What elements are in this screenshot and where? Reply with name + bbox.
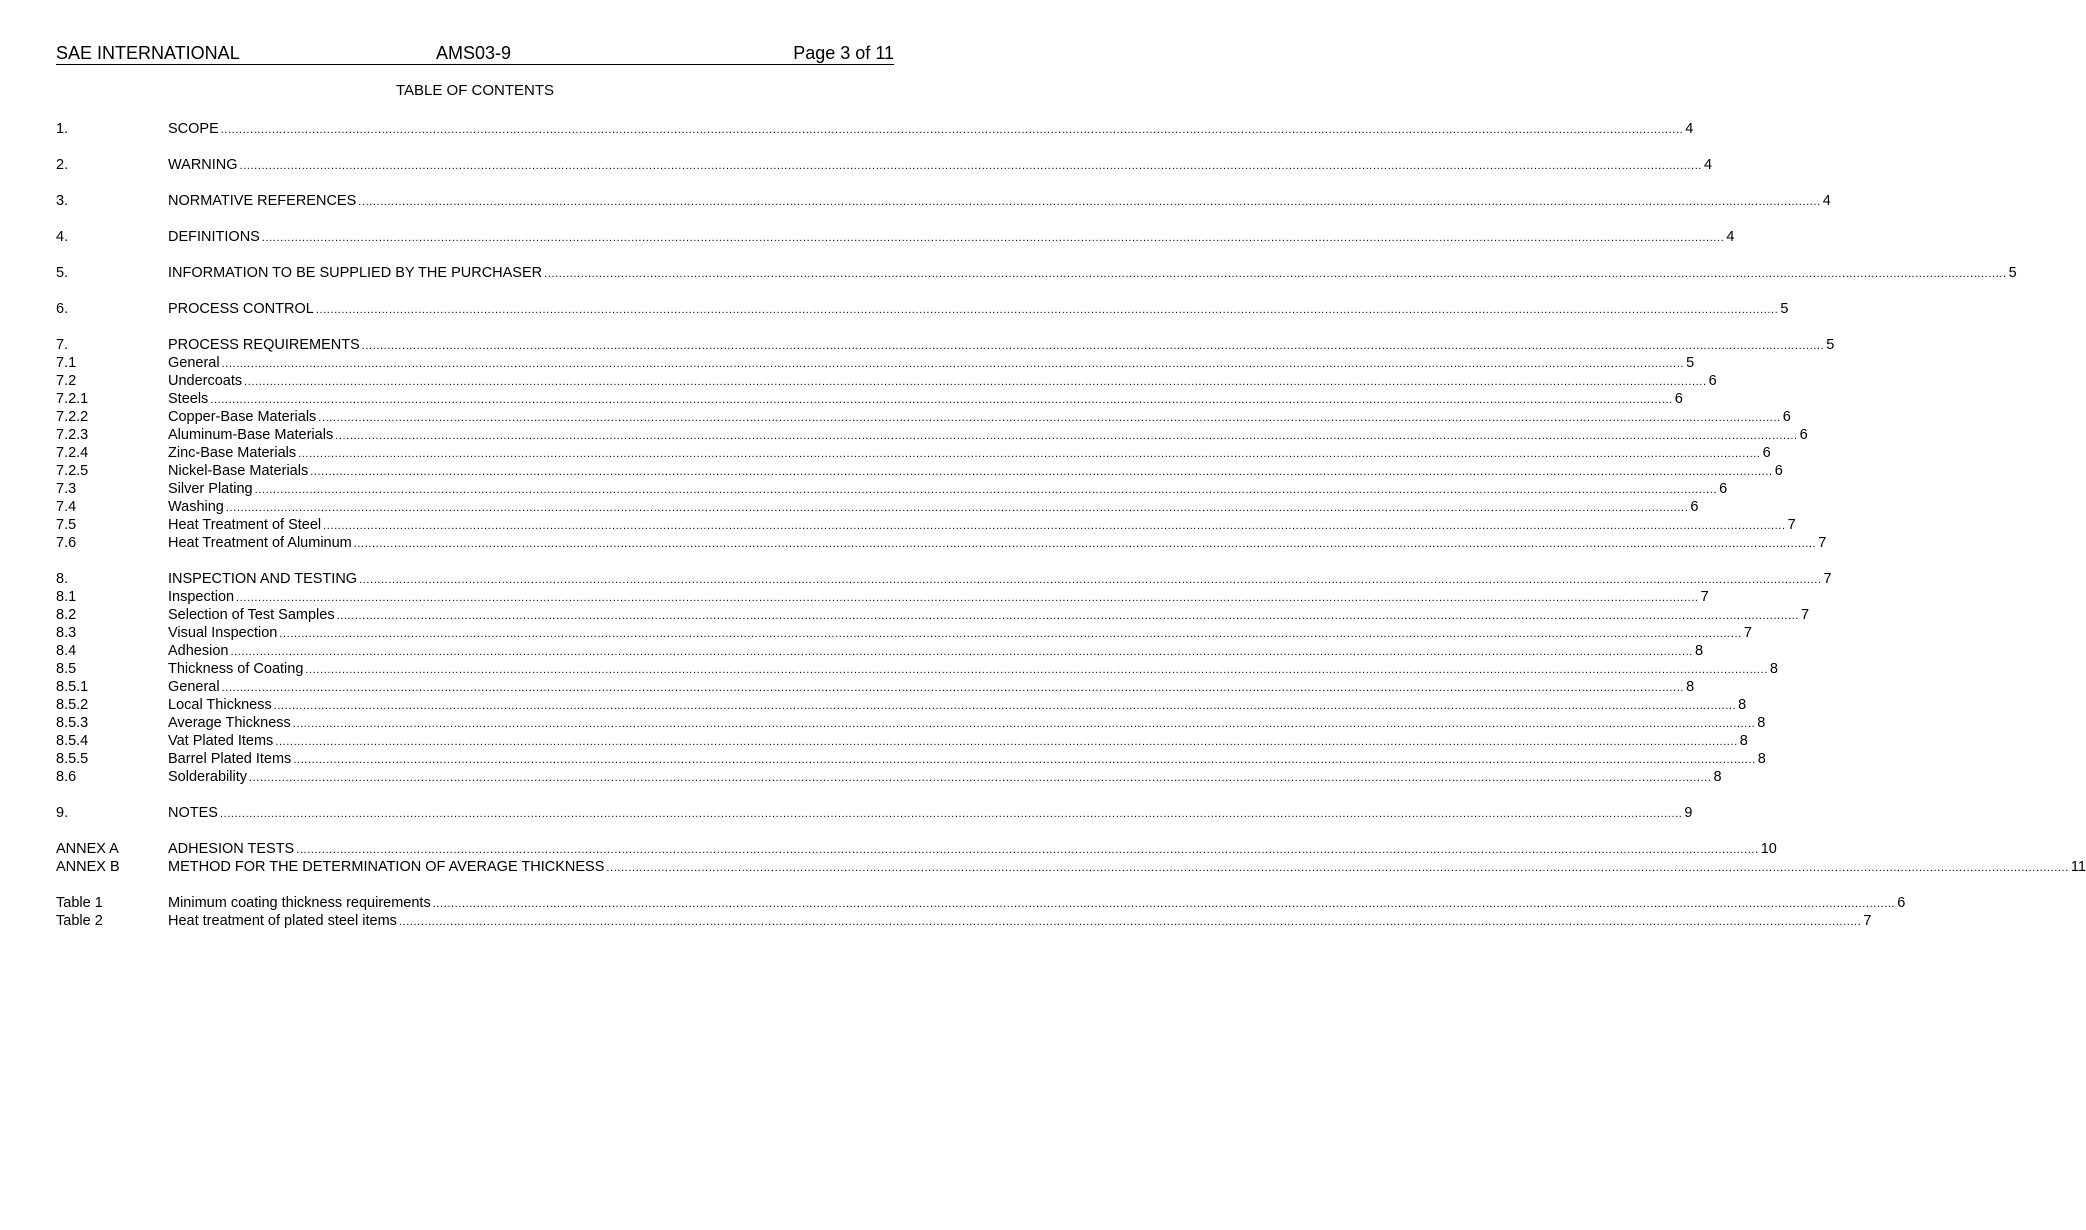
toc-entry-line (168, 228, 1735, 247)
header-org: SAE INTERNATIONAL (56, 43, 240, 63)
toc-entry[interactable] (56, 804, 1693, 822)
toc-entry[interactable] (56, 768, 1722, 786)
toc-entry[interactable] (56, 624, 1752, 642)
toc-entry-page-number: 10 (1760, 841, 1777, 857)
dot-leader: ................................................................................................................................................................................................................................................................................................................................................................................................................ (261, 232, 1725, 244)
toc-entry-line (168, 264, 2017, 283)
toc-entry-page-number: 6 (1690, 499, 1699, 515)
toc-entry-page-number: 5 (1686, 355, 1695, 371)
dot-leader: ................................................................................................................................................................................................................................................................................................................................................................................................................ (239, 160, 1703, 172)
dot-leader: ................................................................................................................................................................................................................................................................................................................................................................................................................ (236, 592, 1699, 604)
toc-entry[interactable] (56, 264, 2017, 282)
toc-entry-number: Table 2 (56, 913, 103, 929)
toc-entry-number: 8.5.4 (56, 733, 89, 749)
toc-entry-title[interactable]: Average Thickness (168, 715, 291, 731)
toc-entry[interactable] (56, 498, 1699, 516)
toc-entry-line (168, 642, 1704, 661)
toc-entry-page-number: 8 (1769, 661, 1778, 677)
toc-entry-title[interactable]: Heat treatment of plated steel items (168, 913, 397, 929)
toc-entry-page-number: 7 (1801, 607, 1810, 623)
toc-entry-page-number: 6 (1762, 445, 1771, 461)
toc-entry-line (168, 894, 1906, 913)
dot-leader: ................................................................................................................................................................................................................................................................................................................................................................................................................ (210, 394, 1673, 406)
toc-entry-number: 7.2.5 (56, 463, 89, 479)
toc-entry-number: 1. (56, 121, 69, 137)
toc-entry-title[interactable]: Visual Inspection (168, 625, 278, 641)
dot-leader: ................................................................................................................................................................................................................................................................................................................................................................................................................ (221, 358, 1685, 370)
toc-entry-number: ANNEX A (56, 841, 119, 857)
toc-entry[interactable] (56, 678, 1695, 696)
toc-entry-title[interactable]: Undercoats (168, 373, 243, 389)
toc-entry[interactable] (56, 642, 1704, 660)
dot-leader: ................................................................................................................................................................................................................................................................................................................................................................................................................ (249, 772, 1712, 784)
toc-entry[interactable] (56, 570, 1832, 588)
toc-entry[interactable] (56, 660, 1778, 678)
toc-group-spacer (56, 210, 894, 228)
toc-entry-page-number: 4 (1704, 157, 1713, 173)
toc-entry-number: 7.6 (56, 535, 77, 551)
toc-entry-title[interactable]: DEFINITIONS (168, 229, 260, 245)
toc-entry-number: Table 1 (56, 895, 103, 911)
toc-entry-page-number: 6 (1799, 427, 1808, 443)
toc-entry[interactable] (56, 912, 1872, 930)
toc-entry-number: 5. (56, 265, 69, 281)
toc-entry[interactable] (56, 894, 1906, 912)
toc-entry-title[interactable]: Thickness of Coating (168, 661, 304, 677)
toc-entry-title[interactable]: Local Thickness (168, 697, 272, 713)
toc-entry-page-number: 6 (1719, 481, 1728, 497)
dot-leader: ................................................................................................................................................................................................................................................................................................................................................................................................................ (244, 376, 1707, 388)
toc-entry[interactable] (56, 156, 1713, 174)
toc-entry[interactable] (56, 714, 1766, 732)
toc-entry-page-number: 6 (1674, 391, 1683, 407)
toc-entry-title[interactable]: Selection of Test Samples (168, 607, 335, 623)
toc-entry-number: 7. (56, 337, 69, 353)
toc-entry-number: 8.4 (56, 643, 77, 659)
toc-entry-title[interactable]: Minimum coating thickness requirements (168, 895, 431, 911)
toc-entry-page-number: 7 (1863, 913, 1872, 929)
header-page-info: Page 3 of 11 (793, 43, 894, 63)
toc-entry-title[interactable]: Heat Treatment of Aluminum (168, 535, 352, 551)
toc-entry-line (168, 336, 1835, 355)
toc-entry-line (168, 912, 1872, 931)
dot-leader: ................................................................................................................................................................................................................................................................................................................................................................................................................ (279, 628, 1742, 640)
toc-entry-line (168, 588, 1709, 607)
toc-entry-number: 3. (56, 193, 69, 209)
dot-leader: ................................................................................................................................................................................................................................................................................................................................................................................................................ (323, 520, 1786, 532)
toc-entry-line (168, 480, 1728, 499)
toc-entry-number: 7.4 (56, 499, 77, 515)
table-of-contents (56, 120, 2086, 930)
toc-entry-page-number: 5 (1826, 337, 1835, 353)
toc-entry-title[interactable]: Zinc-Base Materials (168, 445, 297, 461)
dot-leader: ................................................................................................................................................................................................................................................................................................................................................................................................................ (221, 682, 1685, 694)
toc-entry-page-number: 4 (1685, 121, 1694, 137)
dot-leader: ................................................................................................................................................................................................................................................................................................................................................................................................................ (544, 268, 2007, 280)
toc-group-spacer (56, 174, 894, 192)
dot-leader: ................................................................................................................................................................................................................................................................................................................................................................................................................ (220, 124, 1684, 136)
dot-leader: ................................................................................................................................................................................................................................................................................................................................................................................................................ (353, 538, 1817, 550)
toc-entry-title[interactable]: General (168, 355, 220, 371)
toc-entry-number: 8.1 (56, 589, 77, 605)
toc-entry-title[interactable]: Barrel Plated Items (168, 751, 292, 767)
toc-entry-line (168, 534, 1827, 553)
toc-entry-number: 9. (56, 805, 69, 821)
toc-group-spacer (56, 552, 894, 570)
toc-entry-number: 8.6 (56, 769, 77, 785)
toc-entry-line (168, 372, 1717, 391)
toc-entry-line (168, 660, 1778, 679)
toc-entry-title[interactable]: Steels (168, 391, 209, 407)
toc-entry-line (168, 426, 1808, 445)
toc-entry-page-number: 8 (1713, 769, 1722, 785)
toc-entry-page-number: 8 (1739, 733, 1748, 749)
toc-group-spacer (56, 876, 894, 894)
toc-entry[interactable] (56, 444, 1771, 462)
toc-entry-line (168, 462, 1783, 481)
toc-entry[interactable] (56, 462, 1783, 480)
toc-entry-number: 7.5 (56, 517, 77, 533)
toc-entry-line (168, 156, 1713, 175)
toc-entry[interactable] (56, 606, 1810, 624)
toc-entry-number: 7.2 (56, 373, 77, 389)
toc-entry-title[interactable]: PROCESS REQUIREMENTS (168, 337, 360, 353)
toc-title: TABLE OF CONTENTS (395, 82, 555, 99)
toc-entry-number: 4. (56, 229, 69, 245)
toc-entry-title[interactable]: Silver Plating (168, 481, 253, 497)
toc-entry[interactable] (56, 840, 1777, 858)
dot-leader: ................................................................................................................................................................................................................................................................................................................................................................................................................ (318, 412, 1781, 424)
toc-group-spacer (56, 138, 894, 156)
toc-entry-title[interactable]: PROCESS CONTROL (168, 301, 314, 317)
toc-entry-number: 7.2.1 (56, 391, 89, 407)
toc-entry[interactable] (56, 696, 1747, 714)
dot-leader: ................................................................................................................................................................................................................................................................................................................................................................................................................ (298, 448, 1761, 460)
toc-entry-page-number: 7 (1823, 571, 1832, 587)
toc-entry-line (168, 696, 1747, 715)
toc-group-spacer (56, 822, 894, 840)
toc-entry[interactable] (56, 120, 1694, 138)
toc-entry-line (168, 732, 1748, 751)
toc-entry-page-number: 6 (1708, 373, 1717, 389)
toc-entry-line (168, 192, 1831, 211)
toc-entry-page-number: 8 (1738, 697, 1747, 713)
toc-entry-title[interactable]: Aluminum-Base Materials (168, 427, 334, 443)
toc-entry-number: 8.5.5 (56, 751, 89, 767)
header-doc-id: AMS03-9 (436, 43, 512, 63)
toc-entry-page-number: 7 (1743, 625, 1752, 641)
dot-leader: ................................................................................................................................................................................................................................................................................................................................................................................................................ (254, 484, 1718, 496)
toc-entry-number: 7.2.2 (56, 409, 89, 425)
toc-entry-title[interactable]: Nickel-Base Materials (168, 463, 309, 479)
toc-entry-title[interactable]: Copper-Base Materials (168, 409, 317, 425)
toc-entry[interactable] (56, 354, 1695, 372)
dot-leader: ................................................................................................................................................................................................................................................................................................................................................................................................................ (398, 916, 1862, 928)
toc-entry-line (168, 498, 1699, 517)
toc-entry-title[interactable]: Solderability (168, 769, 247, 785)
toc-entry-page-number: 5 (1780, 301, 1789, 317)
toc-entry[interactable] (56, 426, 1808, 444)
toc-entry-line (168, 354, 1695, 373)
toc-entry-title[interactable]: Heat Treatment of Steel (168, 517, 322, 533)
dot-leader: ................................................................................................................................................................................................................................................................................................................................................................................................................ (219, 808, 1683, 820)
toc-entry-title[interactable]: NOTES (168, 805, 218, 821)
toc-entry-line (168, 444, 1771, 463)
dot-leader: ................................................................................................................................................................................................................................................................................................................................................................................................................ (432, 898, 1896, 910)
toc-entry-number: 6. (56, 301, 69, 317)
toc-entry-page-number: 5 (2008, 265, 2017, 281)
toc-entry[interactable] (56, 300, 1789, 318)
toc-entry[interactable] (56, 534, 1827, 552)
toc-entry-page-number: 6 (1897, 895, 1906, 911)
toc-entry-title[interactable]: General (168, 679, 220, 695)
page-header (56, 42, 894, 65)
toc-entry-number: ANNEX B (56, 859, 120, 875)
dot-leader: ................................................................................................................................................................................................................................................................................................................................................................................................................ (359, 574, 1822, 586)
toc-entry-title[interactable]: Vat Plated Items (168, 733, 274, 749)
toc-entry-title[interactable]: INFORMATION TO BE SUPPLIED BY THE PURCHASER (168, 265, 543, 281)
dot-leader: ................................................................................................................................................................................................................................................................................................................................................................................................................ (225, 502, 1689, 514)
toc-entry-title[interactable]: INSPECTION AND TESTING (168, 571, 358, 587)
toc-entry-number: 8.5.3 (56, 715, 89, 731)
toc-entry-line (168, 570, 1832, 589)
toc-entry-page-number: 9 (1684, 805, 1693, 821)
toc-entry-number: 8.3 (56, 625, 77, 641)
toc-entry-page-number: 7 (1818, 535, 1827, 551)
toc-entry-title[interactable]: METHOD FOR THE DETERMINATION OF AVERAGE THICKNESS (168, 859, 605, 875)
dot-leader: ................................................................................................................................................................................................................................................................................................................................................................................................................ (273, 700, 1737, 712)
toc-entry-page-number: 7 (1787, 517, 1796, 533)
toc-entry[interactable] (56, 372, 1717, 390)
toc-entry-line (168, 678, 1695, 697)
toc-entry-line (168, 606, 1810, 625)
toc-entry-page-number: 4 (1726, 229, 1735, 245)
toc-entry[interactable] (56, 192, 1831, 210)
toc-entry[interactable] (56, 750, 1766, 768)
dot-leader: ................................................................................................................................................................................................................................................................................................................................................................................................................ (292, 718, 1756, 730)
toc-group-spacer (56, 282, 894, 300)
toc-entry-page-number: 8 (1694, 643, 1704, 659)
toc-entry-line (168, 714, 1766, 733)
toc-entry-line (168, 840, 1777, 859)
dot-leader: ................................................................................................................................................................................................................................................................................................................................................................................................................ (310, 466, 1773, 478)
toc-entry[interactable] (56, 390, 1683, 408)
toc-entry-number: 2. (56, 157, 69, 173)
toc-entry-page-number: 8 (1757, 715, 1766, 731)
toc-entry-line (168, 516, 1796, 535)
toc-entry-title[interactable]: NORMATIVE REFERENCES (168, 193, 357, 209)
toc-entry[interactable] (56, 516, 1796, 534)
toc-group-spacer (56, 786, 894, 804)
dot-leader: ................................................................................................................................................................................................................................................................................................................................................................................................................ (305, 664, 1768, 676)
toc-entry-page-number: 4 (1822, 193, 1831, 209)
toc-entry[interactable] (56, 858, 2086, 876)
toc-entry-number: 7.2.4 (56, 445, 89, 461)
dot-leader: ................................................................................................................................................................................................................................................................................................................................................................................................................ (335, 430, 1798, 442)
toc-entry-number: 8.5.2 (56, 697, 89, 713)
toc-entry-page-number: 6 (1782, 409, 1791, 425)
toc-entry-line (168, 624, 1752, 643)
toc-entry[interactable] (56, 408, 1791, 426)
toc-entry-title[interactable]: Adhesion (168, 643, 229, 659)
dot-leader: ................................................................................................................................................................................................................................................................................................................................................................................................................ (315, 304, 1779, 316)
toc-entry-line (168, 408, 1791, 427)
toc-entry-number: 7.2.3 (56, 427, 89, 443)
toc-entry-line (168, 300, 1789, 319)
toc-entry-line (168, 768, 1722, 787)
toc-entry-page-number: 11 (2070, 859, 2086, 875)
toc-entry-page-number: 7 (1700, 589, 1709, 605)
dot-leader: ................................................................................................................................................................................................................................................................................................................................................................................................................ (230, 646, 1693, 658)
dot-leader: ................................................................................................................................................................................................................................................................................................................................................................................................................ (358, 196, 1821, 208)
toc-entry[interactable] (56, 336, 1835, 354)
toc-group-spacer (56, 246, 894, 264)
dot-leader: ................................................................................................................................................................................................................................................................................................................................................................................................................ (293, 754, 1756, 766)
toc-entry-line (168, 390, 1683, 409)
toc-entry-title[interactable]: Inspection (168, 589, 235, 605)
dot-leader: ................................................................................................................................................................................................................................................................................................................................................................................................................ (296, 844, 1759, 856)
toc-entry-title[interactable]: Washing (168, 499, 224, 515)
toc-entry[interactable] (56, 480, 1728, 498)
toc-entry-title[interactable]: SCOPE (168, 121, 219, 137)
toc-entry-page-number: 8 (1686, 679, 1695, 695)
dot-leader: ................................................................................................................................................................................................................................................................................................................................................................................................................ (336, 610, 1800, 622)
toc-entry-number: 8.2 (56, 607, 77, 623)
dot-leader: ................................................................................................................................................................................................................................................................................................................................................................................................................ (275, 736, 1738, 748)
toc-entry-number: 8.5 (56, 661, 77, 677)
toc-entry-number: 7.1 (56, 355, 77, 371)
toc-entry-number: 8.5.1 (56, 679, 89, 695)
toc-entry[interactable] (56, 732, 1748, 750)
toc-entry-line (168, 750, 1766, 769)
dot-leader: ................................................................................................................................................................................................................................................................................................................................................................................................................ (606, 862, 2069, 874)
toc-entry-number: 7.3 (56, 481, 77, 497)
toc-entry-title[interactable]: ADHESION TESTS (168, 841, 295, 857)
toc-entry-line (168, 858, 2086, 877)
dot-leader: ................................................................................................................................................................................................................................................................................................................................................................................................................ (361, 340, 1825, 352)
toc-entry-line (168, 804, 1693, 823)
toc-entry-page-number: 6 (1774, 463, 1783, 479)
toc-group-spacer (56, 318, 894, 336)
toc-entry-page-number: 8 (1757, 751, 1766, 767)
toc-entry-line (168, 120, 1694, 139)
toc-entry-title[interactable]: WARNING (168, 157, 238, 173)
toc-entry[interactable] (56, 228, 1735, 246)
toc-entry-number: 8. (56, 571, 69, 587)
toc-entry[interactable] (56, 588, 1709, 606)
